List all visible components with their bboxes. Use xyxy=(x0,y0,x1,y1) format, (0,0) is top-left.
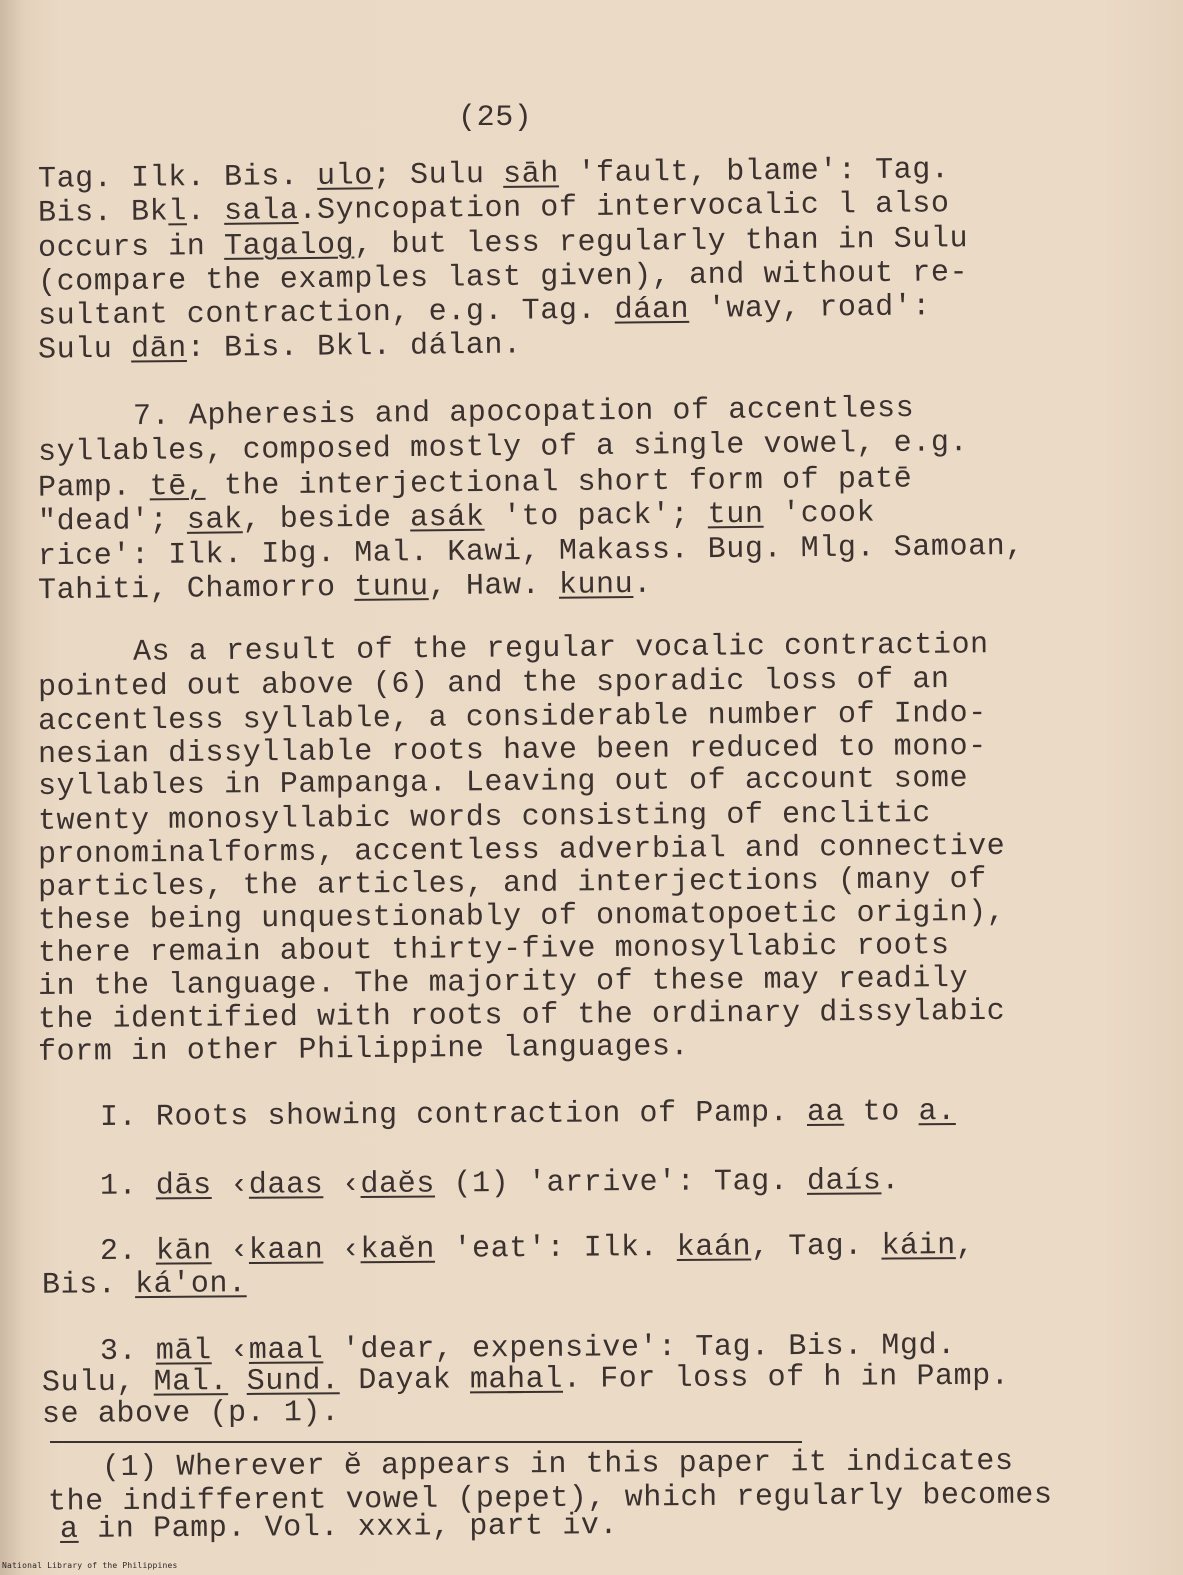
text-line: syllables in Pampanga. Leaving out of account some xyxy=(37,761,969,805)
text-line: Bis. ká'on. xyxy=(41,1267,247,1303)
footnote-rule xyxy=(50,1441,802,1443)
text-line: "dead'; sak, beside asák 'to pack'; tun 'cook xyxy=(37,496,876,540)
text-line: syllables, composed mostly of a single vowel, e.g. xyxy=(37,426,969,470)
text-line: in the language. The majority of these may readily xyxy=(37,961,969,1005)
text-line: se above (p. 1). xyxy=(41,1395,340,1433)
text-line: Sulu, Mal. Sund. Dayak mahal. For loss of h in Pamp. xyxy=(41,1359,1010,1401)
footnote-line: a in Pamp. Vol. xxxi, part iv. xyxy=(59,1509,619,1547)
footnote-line: the indifferent vowel (pepet), which regularly becomes xyxy=(47,1478,1053,1520)
text-line: I. Roots showing contraction of Pamp. aa to a. xyxy=(99,1095,956,1135)
text-line: form in other Philippine languages. xyxy=(37,1030,690,1070)
text-line: 3. māl ‹maal 'dear, expensive': Tag. Bis. Mgd. xyxy=(99,1329,956,1369)
text-line: accentless syllable, a considerable number of Indo- xyxy=(37,696,987,740)
text-line: Sulu dān: Bis. Bkl. dálan. xyxy=(37,328,522,368)
text-line: occurs in Tagalog, but less regularly than in Sulu xyxy=(37,222,969,266)
text-line: nesian dissyllable roots have been reduced to mono- xyxy=(37,729,987,773)
text-line: Pamp. tē, the interjectional short form of patē xyxy=(37,462,913,506)
text-line: particles, the articles, and interjections (many of xyxy=(37,862,987,906)
text-line: Tahiti, Chamorro tunu, Haw. kunu. xyxy=(37,567,653,609)
footnote-line: (1) Wherever ĕ appears in this paper it indicates xyxy=(101,1444,1014,1486)
text-line: (compare the examples last given), and without re- xyxy=(37,256,969,300)
text-line: these being unquestionably of onomatopoetic origin), xyxy=(37,895,1006,939)
text-line: rice': Ilk. Ibg. Mal. Kawi, Makass. Bug. Mlg. Samoan, xyxy=(37,529,1025,575)
library-credit: National Library of the Philippines xyxy=(2,1561,178,1570)
text-line: pronominalforms, accentless adverbial and connective xyxy=(37,829,1006,873)
text-line: the identified with roots of the ordinary dissylabic xyxy=(37,994,1006,1038)
text-line: there remain about thirty-five monosyllabic roots xyxy=(37,929,950,971)
text-line: pointed out above (6) and the sporadic loss of an xyxy=(37,663,950,705)
text-line: 7. Apheresis and apocopation of accentless xyxy=(132,391,915,435)
text-line: Tag. Ilk. Bis. ulo; Sulu sāh 'fault, blame': Tag. xyxy=(37,153,950,197)
text-line: Bis. Bkl. sala.Syncopation of intervocalic l also xyxy=(37,187,950,231)
text-line: 1. dās ‹daas ‹daĕs (1) 'arrive': Tag. daís. xyxy=(99,1164,901,1204)
text-line: sultant contraction, e.g. Tag. dáan 'way, road': xyxy=(37,290,932,334)
page-number: (25) xyxy=(458,101,533,135)
text-line: twenty monosyllabic words consisting of enclitic xyxy=(37,797,932,839)
text-line: As a result of the regular vocalic contraction xyxy=(132,628,989,670)
text-line: 2. kān ‹kaan ‹kaĕn 'eat': Ilk. kaán, Tag. káin, xyxy=(99,1228,975,1270)
